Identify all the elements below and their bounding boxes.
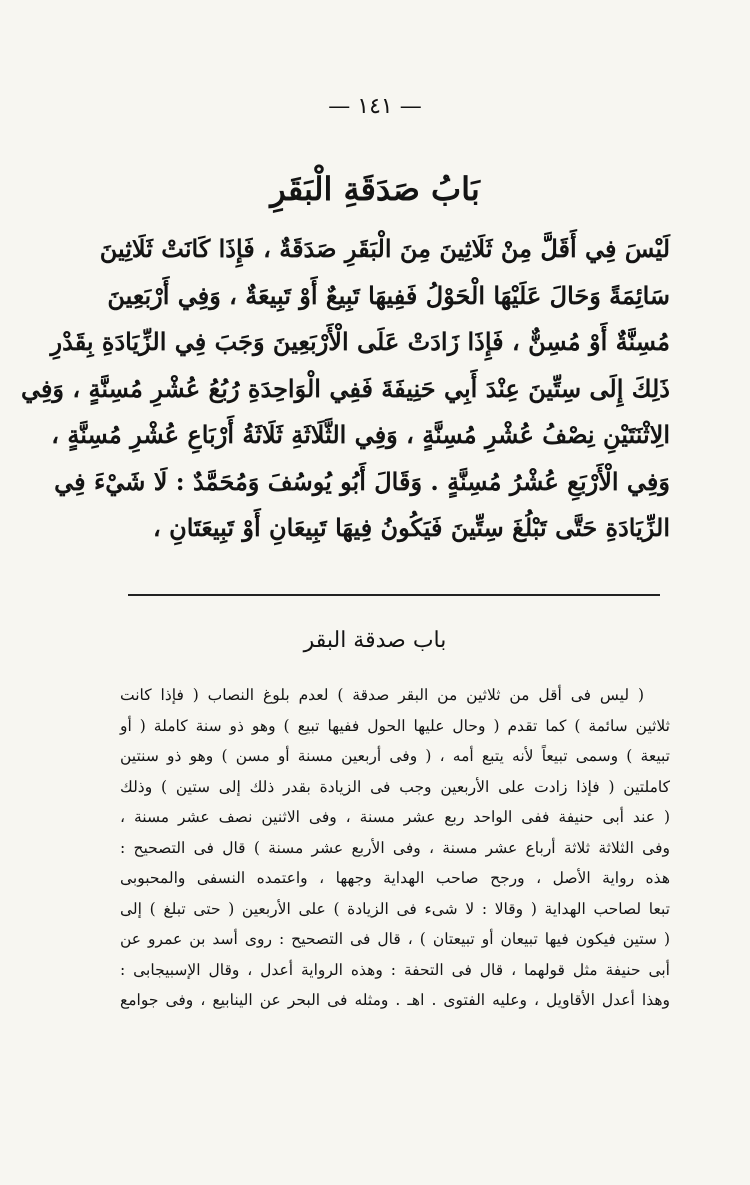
commentary-line: أبى حنيفة مثل قولهما ، قال فى التحفة : وهذه الرواية أعدل ، وقال الإسبيجابى : [120, 960, 670, 979]
commentary-line: تبعا لصاحب الهداية ( وقالا : لا شىء فى الزيادة ) على الأربعين ( حتى تبلغ ) إلى [120, 899, 670, 918]
main-text-line: الزِّيَادَةِ حَتَّى تَبْلُغَ سِتِّينَ فَيَكُونُ فِيهَا تَبِيعَانِ أَوْ تَبِيعَتَانِ ، [153, 513, 670, 542]
main-text-line: وَفِي الْأَرْبَعِ عُشْرُ مُسِنَّةٍ . وَقَالَ أَبُو يُوسُفَ وَمُحَمَّدٌ : لَا شَيْءَ فِي [54, 466, 670, 496]
commentary-line: وهذا أعدل الأقاويل ، وعليه الفتوى . اهـ . ومثله فى البحر عن الينابيع ، وفى جوامع [120, 991, 670, 1009]
commentary-title: باب صدقة البقر [303, 628, 447, 653]
main-text-line: لَيْسَ فِي أَقَلَّ مِنْ ثَلَاثِينَ مِنَ الْبَقَرِ صَدَقَةٌ ، فَإِذَا كَانَتْ ثَلَاثِينَ [99, 234, 670, 263]
main-text-line: الِاثْنَتَيْنِ نِصْفُ عُشْرِ مُسِنَّةٍ ، وَفِي الثَّلَاثَةِ ثَلَاثَةُ أَرْبَاعِ عُشْرِ مُسِنَّةٍ ، [51, 420, 670, 449]
commentary-line: هذه رواية الأصل ، ورجح صاحب الهداية وجهها ، واعتمده النسفى والمحبوبى [120, 869, 670, 887]
main-text-line: ذَلِكَ إِلَى سِتِّينَ عِنْدَ أَبِي حَنِيفَةَ فَفِي الْوَاحِدَةِ رُبُعُ عُشْرِ مُسِنَّةٍ ، وَفِي [20, 373, 670, 403]
main-text-line: مُسِنَّةٌ أَوْ مُسِنٌّ ، فَإِذَا زَادَتْ عَلَى الْأَرْبَعِينَ وَجَبَ فِي الزِّيَادَةِ بِقَدْرِ [50, 327, 670, 356]
commentary-text [120, 680, 670, 1016]
commentary-line: وفى الثلاثة ثلاثة أرباع عشر مسنة ، وفى الأربع عشر مسنة ) قال فى التصحيح : [120, 838, 670, 857]
commentary-line: ( عند أبى حنيفة ففى الواحد ربع عشر مسنة ، وفى الاثنين نصف عشر مسنة ، [120, 808, 670, 826]
commentary-line: تبيعة ) وسمى تبيعاً لأنه يتبع أمه ، ( وفى أربعين مسنة أو مسن ) وهو ذو سنتين [120, 747, 670, 765]
commentary-line: ( ستين فيكون فيها تبيعان أو تبيعتان ) ، قال فى التصحيح : روى أسد بن عمرو عن [120, 930, 670, 948]
main-text-line: سَائِمَةً وَحَالَ عَلَيْهَا الْحَوْلُ فَفِيهَا تَبِيعٌ أَوْ تَبِيعَةٌ ، وَفِي أَرْبَعِينَ [107, 280, 670, 310]
page-number: — ١٤١ — [328, 94, 422, 119]
main-text [20, 226, 670, 552]
commentary-line: ثلاثين سائمة ) كما تقدم ( وحال عليها الحول ففيها تبيع ) وهو ذو سنة كاملة ( أو [120, 716, 670, 735]
chapter-title: بَابُ صَدَقَةِ الْبَقَرِ [270, 170, 480, 208]
section-divider [128, 594, 660, 596]
commentary-line: كاملتين ( فإذا زادت على الأربعين وجب فى الزيادة بقدر ذلك إلى ستين ) وذلك [120, 777, 670, 796]
commentary-line: ( ليس فى أقل من ثلاثين من البقر صدقة ) لعدم بلوغ النصاب ( فإذا كانت [120, 686, 644, 704]
